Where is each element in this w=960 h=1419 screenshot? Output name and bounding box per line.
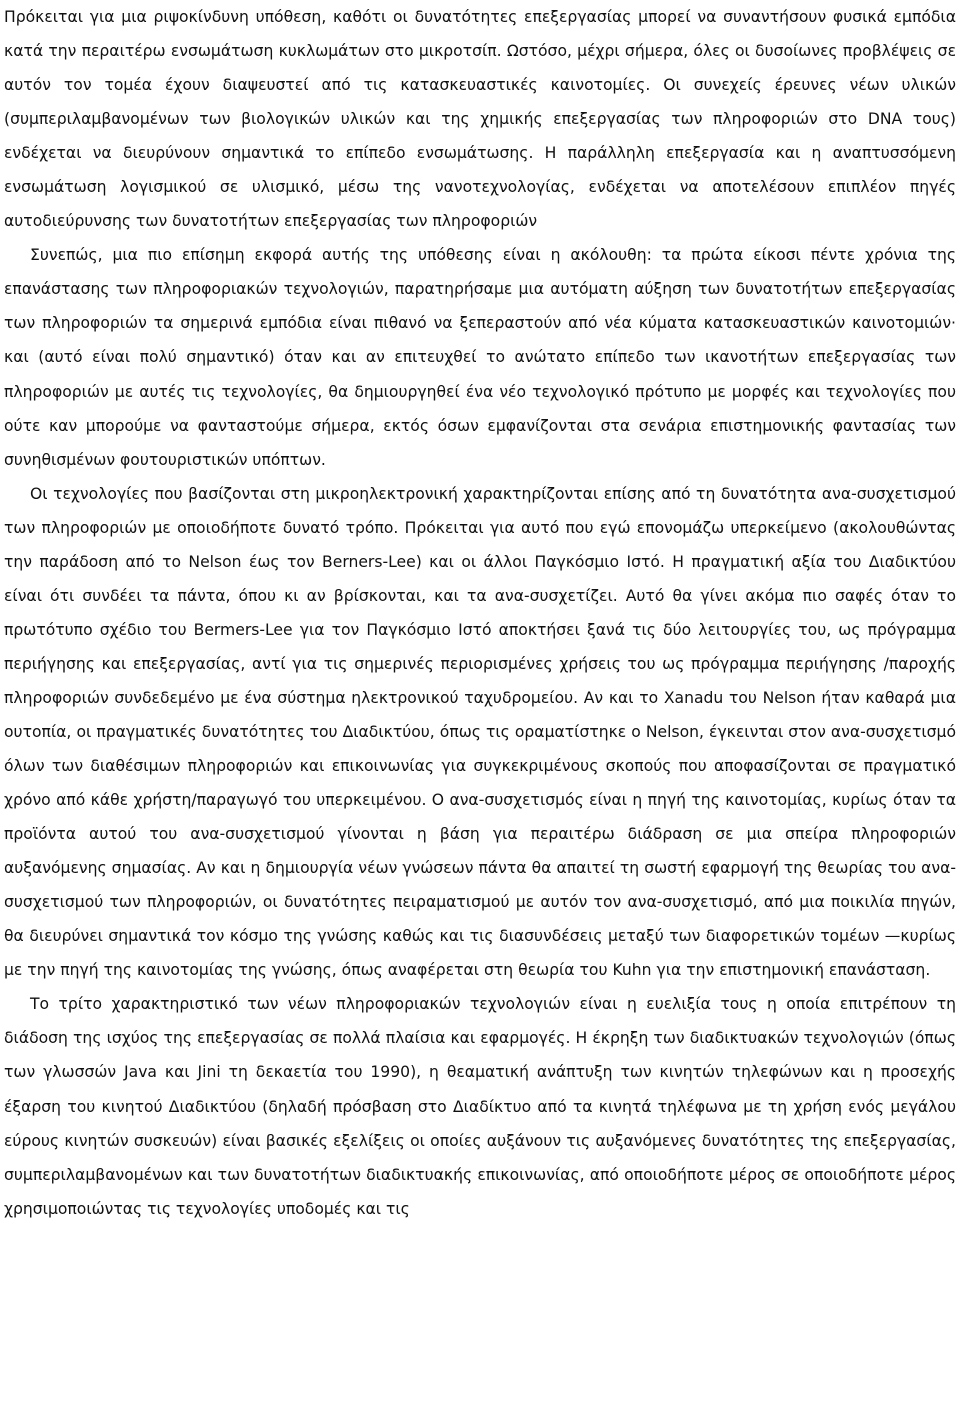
paragraph-1: Πρόκειται για μια ριψοκίνδυνη υπόθεση, καθότι οι δυνατότητες επεξεργασίας μπορεί να συναντήσουν φυσικά εμπόδια κατά την περαιτέρω ενσωμάτωση κυκλωμάτων στο μικροτσίπ. Ωστόσο, μέχρι σήμερα, όλες οι δυσοίωνες προβλέψεις σε αυτόν τον τομέα έχουν διαψευστεί από τις κατασκευαστικές καινοτομίες. Οι συνεχείς έρευνες νέων υλικών (συμπεριλαμβανομένων των βιολογικών υλικών και της χημικής επεξεργασίας των πληροφοριών στο DNA τους) ενδέχεται να διευρύνουν σημαντικά το επίπεδο ενσωμάτωσης. Η παράλληλη επεξεργασία και η αναπτυσσόμενη ενσωμάτωση λογισμικού σε υλισμικό, μέσω της νανοτεχνολογίας, ενδέχεται να αποτελέσουν επιπλέον πηγές αυτοδιεύρυνσης των δυνατοτήτων επεξεργασίας των πληροφοριών [4,8,956,231]
paragraph-2: Συνεπώς, μια πιο επίσημη εκφορά αυτής της υπόθεσης είναι η ακόλουθη: τα πρώτα είκοσι πέντε χρόνια της επανάστασης των πληροφοριακών τεχνολογιών, παρατηρήσαμε μια αυτόματη αύξηση των δυνατοτήτων επεξεργασίας των πληροφοριών τα σημερινά εμπόδια είναι πιθανό να ξεπεραστούν από νέα κύματα κατασκευαστικών καινοτομιών· και (αυτό είναι πολύ σημαντικό) όταν και αν επιτευχθεί το ανώτατο επίπεδο των ικανοτήτων επεξεργασίας των πληροφοριών με αυτές τις τεχνολογίες, θα δημιουργηθεί ένα νέο τεχνολογικό πρότυπο με μορφές και τεχνολογίες που ούτε καν μπορούμε να φανταστούμε σήμερα, εκτός όσων εμφανίζονται στα σενάρια επιστημονικής φαντασίας των συνηθισμένων φουτουριστικών υπόπτων. [4,246,956,469]
paragraph-3: Οι τεχνολογίες που βασίζονται στη μικροηλεκτρονική χαρακτηρίζονται επίσης από τη δυνατότητα ανα-συσχετισμού των πληροφοριών με οποιοδήποτε δυνατό τρόπο. Πρόκειται για αυτό που εγώ επονομάζω υπερκείμενο (ακολουθώντας την παράδοση από το Nelson έως τον Berners-Lee) και οι άλλοι Παγκόσμιο Ιστό. Η πραγματική αξία του Διαδικτύου είναι ότι συνδέει τα πάντα, όπου κι αν βρίσκονται, και τα ανα-συσχετίζει. Αυτό θα γίνει ακόμα πιο σαφές όταν το πρωτότυπο σχέδιο του Bermers-Lee για τον Παγκόσμιο Ιστό αποκτήσει ξανά τις δύο λειτουργίες του, ως πρόγραμμα περιήγησης και επεξεργασίας, αντί για τις σημερινές περιορισμένες χρήσεις του ως πρόγραμμα περιήγησης /παροχής πληροφοριών συνδεδεμένο με ένα σύστημα ηλεκτρονικού ταχυδρομείου. Αν και το Xanadu του Nelson ήταν καθαρά μια ουτοπία, οι πραγματικές δυνατότητες του Διαδικτύου, όπως τις οραματίστηκε ο Nelson, έγκεινται στον ανα-συσχετισμό όλων των διαθέσιμων πληροφοριών και επικοινωνίας για συγκεκριμένους σκοπούς που αποφασίζονται σε πραγματικό χρόνο από κάθε χρήστη/παραγωγό του υπερκειμένου. Ο ανα-συσχετισμός είναι η πηγή της καινοτομίας, κυρίως όταν τα προϊόντα αυτού του ανα-συσχετισμού γίνονται η βάση για περαιτέρω διάδραση σε μια σπείρα πληροφοριών αυξανόμενης σημασίας. Αν και η δημιουργία νέων γνώσεων πάντα θα απαιτεί τη σωστή εφαρμογή της θεωρίας του ανα-συσχετισμού των πληροφοριών, οι δυνατότητες πειραματισμού με αυτόν τον ανα-συσχετισμό, από μια ποικιλία πηγών, θα διευρύνει σημαντικά τον κόσμο της γνώσης καθώς και τις διασυνδέσεις μεταξύ των διαφορετικών τομέων —κυρίως με την πηγή της καινοτομίας της γνώσης, όπως αναφέρεται στη θεωρία του Kuhn για την επιστημονική επανάσταση. [4,484,956,980]
document-page [4,0,956,1226]
paragraph-4: Το τρίτο χαρακτηριστικό των νέων πληροφοριακών τεχνολογιών είναι η ευελιξία τους η οποία επιτρέπουν τη διάδοση της ισχύος της επεξεργασίας σε πολλά πλαίσια και εφαρμογές. Η έκρηξη των διαδικτυακών τεχνολογιών (όπως των γλωσσών Java και Jini τη δεκαετία του 1990), η θεαματική ανάπτυξη των κινητών τηλεφώνων και η προσεχής έξαρση του κινητού Διαδικτύου (δηλαδή πρόσβαση στο Διαδίκτυο από τα κινητά τηλέφωνα με τη χρήση ενός μεγάλου εύρους κινητών συσκευών) είναι βασικές εξελίξεις οι οποίες αυξάνουν τις αυξανόμενες δυνατότητες της επεξεργασίας, συμπεριλαμβανομένων και των δυνατοτήτων διαδικτυακής επικοινωνίας, από οποιοδήποτε μέρος σε οποιοδήποτε μέρος χρησιμοποιώντας τις τεχνολογίες υποδομές και τις [4,995,956,1218]
